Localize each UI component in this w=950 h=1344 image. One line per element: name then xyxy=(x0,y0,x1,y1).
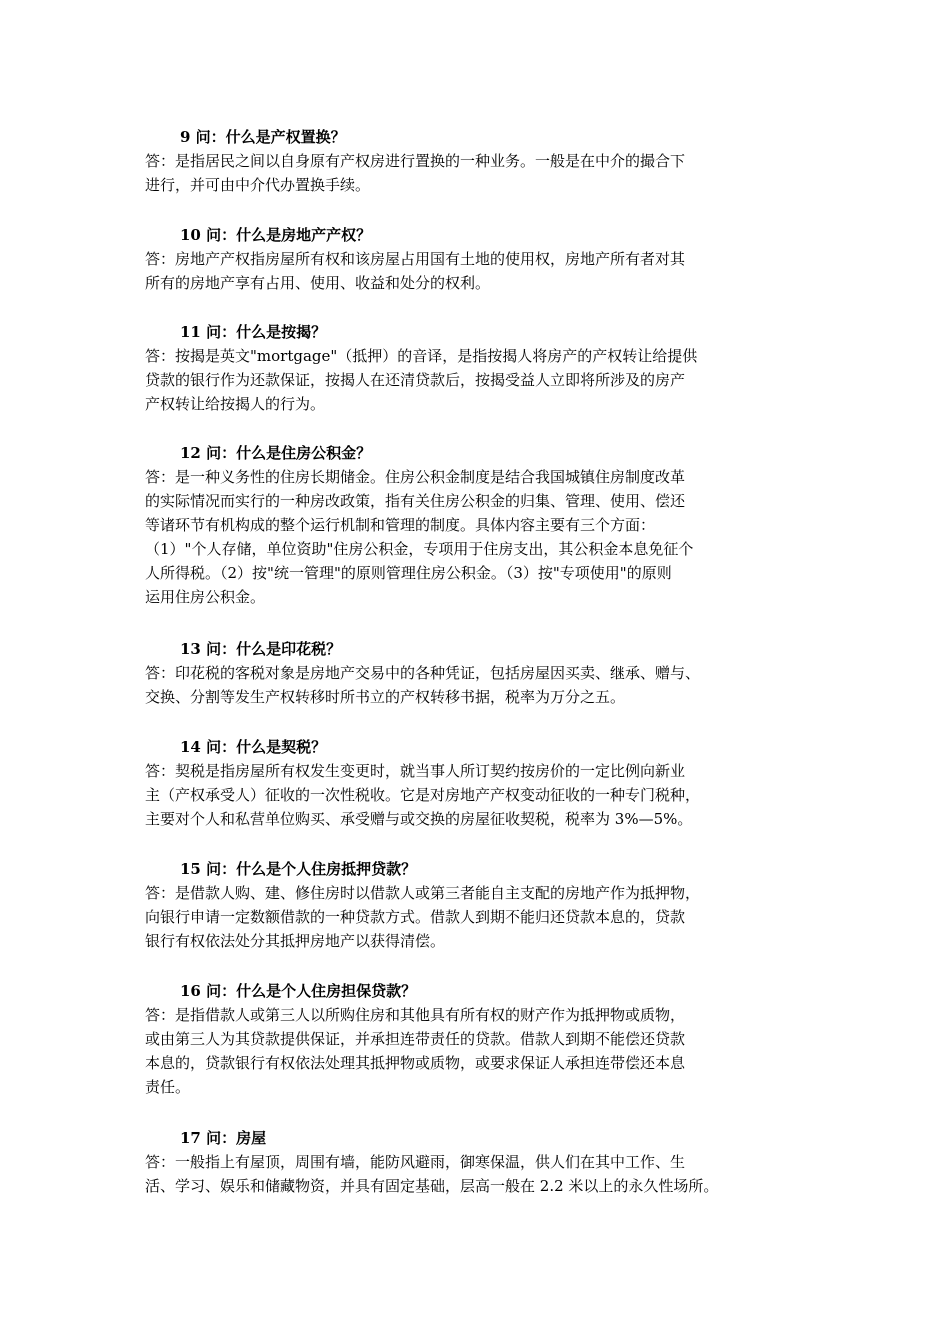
answer-line: 交换、分割等发生产权转移时所书立的产权转移书据，税率为万分之五。 xyxy=(145,688,626,706)
qa-item-11 xyxy=(145,320,825,416)
qa-item-15 xyxy=(145,857,825,953)
question-heading: 12 问：什么是住房公积金？ xyxy=(180,444,372,462)
answer-line: 本息的，贷款银行有权依法处理其抵押物或质物，或要求保证人承担连带偿还本息 xyxy=(145,1054,686,1072)
answer-line: 答：印花税的客税对象是房地产交易中的各种凭证，包括房屋因买卖、继承、赠与、 xyxy=(145,664,701,682)
qa-item-12 xyxy=(145,441,825,609)
question-heading: 9 问：什么是产权置换？ xyxy=(180,128,346,146)
answer-line: 贷款的银行作为还款保证，按揭人在还清贷款后，按揭受益人立即将所涉及的房产 xyxy=(145,371,686,389)
answer-line: 进行，并可由中介代办置换手续。 xyxy=(145,176,371,194)
answer-line: 答：一般指上有屋顶，周围有墙，能防风避雨，御寒保温，供人们在其中工作、生 xyxy=(145,1153,686,1171)
answer-line: 活、学习、娱乐和储藏物资，并具有固定基础，层高一般在 2.2 米以上的永久性场所。 xyxy=(145,1177,719,1195)
answer-line: 答：是一种义务性的住房长期储金。住房公积金制度是结合我国城镇住房制度改革 xyxy=(145,468,686,486)
qa-item-10 xyxy=(145,223,825,295)
answer-line: 答：契税是指房屋所有权发生变更时，就当事人所订契约按房价的一定比例向新业 xyxy=(145,762,686,780)
answer-line: 答：是指居民之间以自身原有产权房进行置换的一种业务。一般是在中介的撮合下 xyxy=(145,152,686,170)
answer-line: 主要对个人和私营单位购买、承受赠与或交换的房屋征收契税，税率为 3%—5%。 xyxy=(145,810,693,828)
answer-line: 所有的房地产享有占用、使用、收益和处分的权利。 xyxy=(145,274,491,292)
qa-item-14 xyxy=(145,735,825,831)
answer-line: 答：按揭是英文"mortgage"（抵押）的音译，是指按揭人将房产的产权转让给提供 xyxy=(145,347,698,365)
qa-item-17 xyxy=(145,1126,825,1198)
answer-line: 的实际情况而实行的一种房改政策，指有关住房公积金的归集、管理、使用、偿还 xyxy=(145,492,686,510)
answer-line: 银行有权依法处分其抵押房地产以获得清偿。 xyxy=(145,932,446,950)
answer-line: 责任。 xyxy=(145,1078,191,1096)
answer-line: 答：是借款人购、建、修住房时以借款人或第三者能自主支配的房地产作为抵押物， xyxy=(145,884,701,902)
question-heading: 16 问：什么是个人住房担保贷款？ xyxy=(180,982,417,1000)
question-heading: 17 问：房屋 xyxy=(180,1129,267,1147)
answer-line: 运用住房公积金。 xyxy=(145,588,266,606)
qa-item-13 xyxy=(145,637,825,709)
question-heading: 11 问：什么是按揭？ xyxy=(180,323,327,341)
answer-line: 或由第三人为其贷款提供保证，并承担连带责任的贷款。借款人到期不能偿还贷款 xyxy=(145,1030,686,1048)
answer-line: 答：是指借款人或第三人以所购住房和其他具有所有权的财产作为抵押物或质物， xyxy=(145,1006,686,1024)
question-heading: 13 问：什么是印花税？ xyxy=(180,640,342,658)
question-heading: 15 问：什么是个人住房抵押贷款？ xyxy=(180,860,417,878)
question-heading: 14 问：什么是契税？ xyxy=(180,738,327,756)
answer-line: 向银行申请一定数额借款的一种贷款方式。借款人到期不能归还贷款本息的，贷款 xyxy=(145,908,686,926)
qa-item-16 xyxy=(145,979,825,1099)
answer-line: 等诸环节有机构成的整个运行机制和管理的制度。具体内容主要有三个方面： xyxy=(145,516,656,534)
answer-line: 答：房地产产权指房屋所有权和该房屋占用国有土地的使用权，房地产所有者对其 xyxy=(145,250,686,268)
answer-line: （1）"个人存储，单位资助"住房公积金，专项用于住房支出，其公积金本息免征个 xyxy=(145,540,694,558)
answer-line: 人所得税。（2）按"统一管理"的原则管理住房公积金。（3）按"专项使用"的原则 xyxy=(145,564,672,582)
answer-line: 主（产权承受人）征收的一次性税收。它是对房地产产权变动征收的一种专门税种， xyxy=(145,786,701,804)
question-heading: 10 问：什么是房地产产权？ xyxy=(180,226,372,244)
qa-item-9 xyxy=(145,125,825,197)
answer-line: 产权转让给按揭人的行为。 xyxy=(145,395,326,413)
